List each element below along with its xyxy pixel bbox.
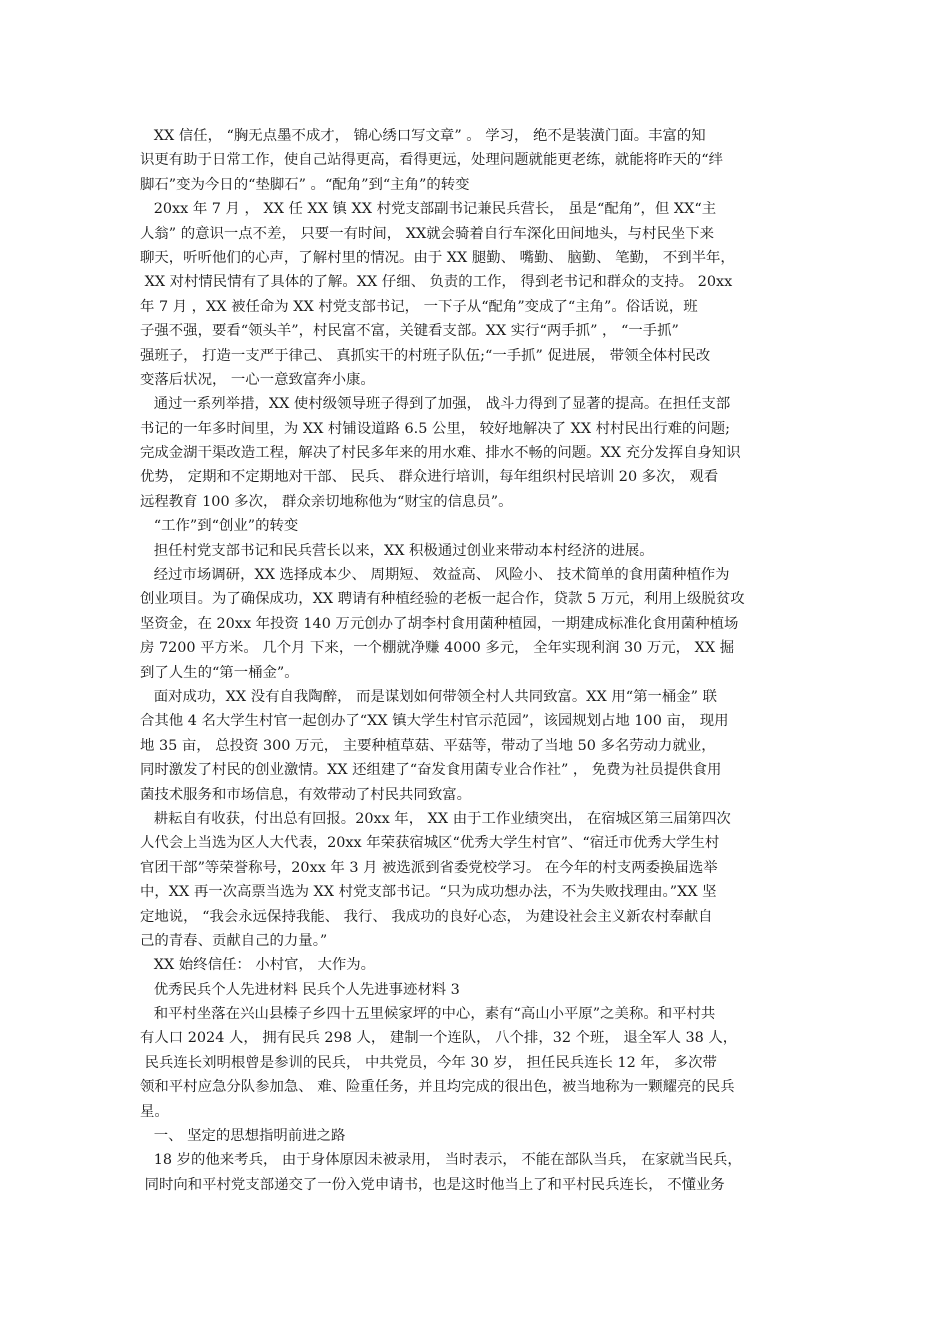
text-line: 领和平村应急分队参加急、 难、险重任务，并且均完成的很出色，被当地称为一颗耀亮的民兵: [140, 1079, 735, 1096]
text-line: 中，XX 再一次高票当选为 XX 村党支部书记。“只为成功想办法，不为失败找理由。”XX 坚: [140, 884, 717, 901]
text-line: 菌技术服务和市场信息，有效带动了村民共同致富。: [140, 786, 471, 803]
text-line: 民兵连长刘明根曾是参训的民兵， 中共党员，今年 30 岁， 担任民兵连长 12 年， 多次带: [140, 1054, 717, 1071]
text-line: 优秀民兵个人先进材料 民兵个人先进事迹材料 3: [140, 981, 460, 998]
text-line: 识更有助于日常工作，使自己站得更高，看得更远，处理问题就能更老练，就能将昨天的“绊: [140, 152, 723, 169]
text-line: 和平村坐落在兴山县榛子乡四十五里候家坪的中心，素有“高山小平原”之美称。和平村共: [140, 1006, 716, 1023]
text-line: XX 信任， “胸无点墨不成才， 锦心绣口写文章” 。 学习， 绝不是装潢门面。丰富的知: [140, 128, 706, 144]
text-line: 星。: [140, 1103, 169, 1120]
text-line: 优势， 定期和不定期地对干部、 民兵、 群众进行培训，每年组织村民培训 20 多次， 观看: [140, 469, 719, 486]
text-line: 强班子， 打造一支严于律己、 真抓实干的村班子队伍;“一手抓” 促进展， 带领全体村民改: [140, 347, 711, 364]
text-line: XX 对村情民情有了具体的了解。XX 仔细、 负责的工作， 得到老书记和群众的支持。 20xx: [140, 274, 733, 291]
document-body: [140, 124, 815, 1197]
text-line: 地 35 亩， 总投资 300 万元， 主要种植草菇、平菇等，带动了当地 50 多名劳动力就业，: [140, 737, 716, 754]
text-line: 变落后状况， 一心一意致富奔小康。: [140, 371, 375, 388]
text-line: 坚资金，在 20xx 年投资 140 万元创办了胡李村食用菌种植园，一期建成标准化食用菌种植场: [140, 615, 739, 632]
text-line: 房 7200 平方米。 几个月 下来，一个棚就净赚 4000 多元， 全年实现利润 30 万元， XX 掘: [140, 640, 735, 657]
text-line: 远程教育 100 多次， 群众亲切地称他为“财宝的信息员”。: [140, 493, 513, 510]
text-line: 担任村党支部书记和民兵营长以来，XX 积极通过创业来带动本村经济的进展。: [140, 542, 654, 559]
text-line: 面对成功，XX 没有自我陶醉， 而是谋划如何带领全村人共同致富。XX 用“第一桶金” 联: [140, 688, 717, 705]
text-line: 官团干部”等荣誉称号，20xx 年 3 月 被选派到省委党校学习。 在今年的村支两委换届选举: [140, 859, 718, 876]
text-line: 子强不强，要看“领头羊”，村民富不富，关键看支部。XX 实行“两手抓” ， “一手抓”: [140, 323, 679, 340]
text-line: 一、 坚定的思想指明前进之路: [140, 1128, 346, 1145]
text-line: “工作”到“创业”的转变: [140, 518, 299, 535]
text-line: 完成金湖干渠改造工程，解决了村民多年来的用水难、排水不畅的问题。XX 充分发挥自身知识: [140, 445, 741, 462]
text-line: 20xx 年 7 月 ， XX 任 XX 镇 XX 村党支部副书记兼民兵营长， 虽是“配角”，但 XX“主: [140, 201, 717, 218]
text-line: 18 岁的他来考兵， 由于身体原因未被录用， 当时表示， 不能在部队当兵， 在家就当民兵，: [140, 1152, 742, 1169]
text-line: 合其他 4 名大学生村官一起创办了“XX 镇大学生村官示范园”，该园规划占地 100 亩， 现用: [140, 713, 729, 730]
text-line: 同时向和平村党支部递交了一份入党申请书，也是这时他当上了和平村民兵连长， 不懂业务: [140, 1176, 725, 1193]
text-line: 己的青春、贡献自己的力量。”: [140, 932, 328, 949]
text-line: 有人口 2024 人， 拥有民兵 298 人， 建制一个连队， 八个排，32 个班， 退全军人 38 人，: [140, 1030, 738, 1047]
text-line: 经过市场调研，XX 选择成本少、 周期短、 效益高、 风险小、 技术简单的食用菌种植作为: [140, 567, 730, 584]
text-line: XX 始终信任： 小村官， 大作为。: [140, 957, 376, 974]
text-line: 脚石”变为今日的“垫脚石” 。“配角”到“主角”的转变: [140, 176, 470, 193]
text-line: 人代会上当选为区人大代表，20xx 年荣获宿城区“优秀大学生村官”、“宿迁市优秀大学生村: [140, 835, 720, 852]
text-line: 书记的一年多时间里，为 XX 村铺设道路 6.5 公里， 较好地解决了 XX 村村民出行难的问题;: [140, 420, 731, 437]
text-line: 耕耘自有收获，付出总有回报。20xx 年， XX 由于工作业绩突出， 在宿城区第三届第四次: [140, 810, 731, 827]
text-line: 到了人生的“第一桶金”。: [140, 664, 299, 681]
text-line: 同时激发了村民的创业激情。XX 还组建了“奋发食用菌专业合作社” ， 免费为社员提供食用: [140, 762, 722, 779]
text-line: 创业项目。为了确保成功，XX 聘请有种植经验的老板一起合作，贷款 5 万元，利用上级脱贫攻: [140, 591, 745, 608]
text-line: 通过一系列举措，XX 使村级领导班子得到了加强， 战斗力得到了显著的提高。在担任支部: [140, 396, 731, 413]
text-line: 年 7 月 ，XX 被任命为 XX 村党支部书记， 一下子从“配角”变成了“主角”。俗话说，班: [140, 298, 698, 315]
text-line: 定地说， “我会永远保持我能、 我行、 我成功的良好心态， 为建设社会主义新农村奉献自: [140, 908, 713, 925]
text-line: 聊天，听听他们的心声，了解村里的情况。由于 XX 腿勤、 嘴勤、 脑勤、 笔勤， 不到半年，: [140, 249, 735, 266]
text-line: 人翁” 的意识一点不差， 只要一有时间， XX就会骑着自行车深化田间地头，与村民坐下来: [140, 225, 715, 242]
